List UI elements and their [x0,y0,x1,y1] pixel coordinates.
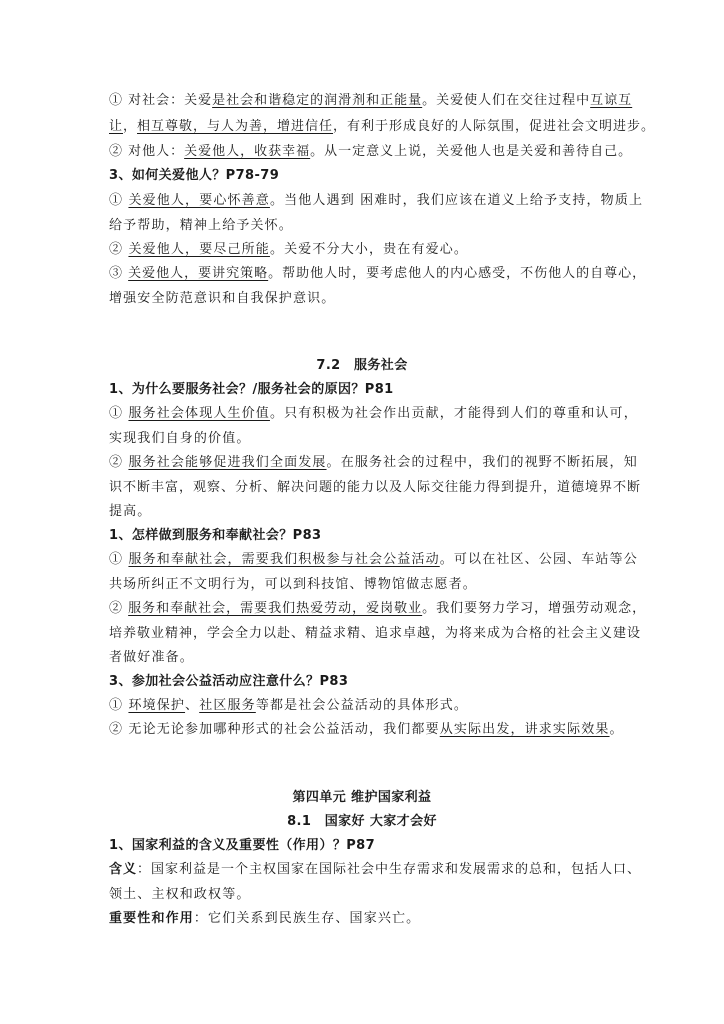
text-line: 提高。 [109,504,152,519]
question-heading: 1、为什么要服务社会？/服务社会的原因？P81 [109,382,394,397]
text-line: ① 服务社会体现人生价值。只有积极为社会作出贡献，才能得到人们的尊重和认可， [109,406,638,421]
text-line: 让，相互尊敬，与人为善，增进信任，有利于形成良好的人际氛围，促进社会文明进步。 [109,119,656,134]
text-line: 实现我们自身的价值。 [109,431,251,446]
text-line: 领土、主权和政权等。 [109,887,251,902]
text-line: ② 服务社会能够促进我们全面发展。在服务社会的过程中，我们的视野不断拓展，知 [109,455,638,470]
text-line: ① 环境保护、社区服务等都是社会公益活动的具体形式。 [109,698,469,713]
text-line: ② 关爱他人，要尽己所能。关爱不分大小，贵在有爱心。 [109,242,469,257]
text-line: ② 对他人：关爱他人，收获幸福。从一定意义上说，关爱他人也是关爱和善待自己。 [109,144,633,159]
text-line: 培养敬业精神，学会全力以赴、精益求精、追求卓越，为将来成为合格的社会主义建设 [109,626,642,641]
text-line: 增强安全防范意识和自我保护意识。 [109,291,336,306]
section-title: 7.2 服务社会 [316,358,408,373]
section-title: 8.1 国家好 大家才会好 [287,814,437,829]
text-line: 给予帮助，精神上给予关怀。 [109,218,293,233]
question-heading: 3、参加社会公益活动应注意什么？P83 [109,674,349,689]
text-line: ③ 关爱他人，要讲究策略。帮助他人时，要考虑他人的内心感受，不伤他人的自尊心， [109,266,647,281]
unit-title: 第四单元 维护国家利益 [292,790,432,805]
text-line: ② 无论无论参加哪种形式的社会公益活动，我们都要从实际出发，讲求实际效果。 [109,722,624,737]
text-line: ① 服务和奉献社会，需要我们积极参与社会公益活动。可以在社区、公园、车站等公 [109,552,638,567]
question-heading: 1、怎样做到服务和奉献社会？P83 [109,528,322,543]
text-line: ① 关爱他人，要心怀善意。当他人遇到 困难时，我们应该在道义上给予支持，物质上 [109,193,644,208]
text-line: 者做好准备。 [109,650,194,665]
text-line: 共场所纠正不文明行为，可以到科技馆、博物馆做志愿者。 [109,577,477,592]
text-line: 含义：国家利益是一个主权国家在国际社会中生存需求和发展需求的总和，包括人口、 [109,862,642,877]
question-heading: 3、如何关爱他人？P78-79 [109,168,280,183]
text-line: 识不断丰富，观察、分析、解决问题的能力以及人际交往能力得到提升，道德境界不断 [109,480,642,495]
text-line: ② 服务和奉献社会，需要我们热爱劳动，爱岗敬业。我们要努力学习，增强劳动观念， [109,601,647,616]
text-line: ① 对社会：关爱是社会和谐稳定的润滑剂和正能量。关爱使人们在交往过程中互谅互 [109,93,633,108]
question-heading: 1、国家利益的含义及重要性（作用）？P87 [109,838,376,853]
text-line: 重要性和作用：它们关系到民族生存、国家兴亡。 [109,911,421,926]
